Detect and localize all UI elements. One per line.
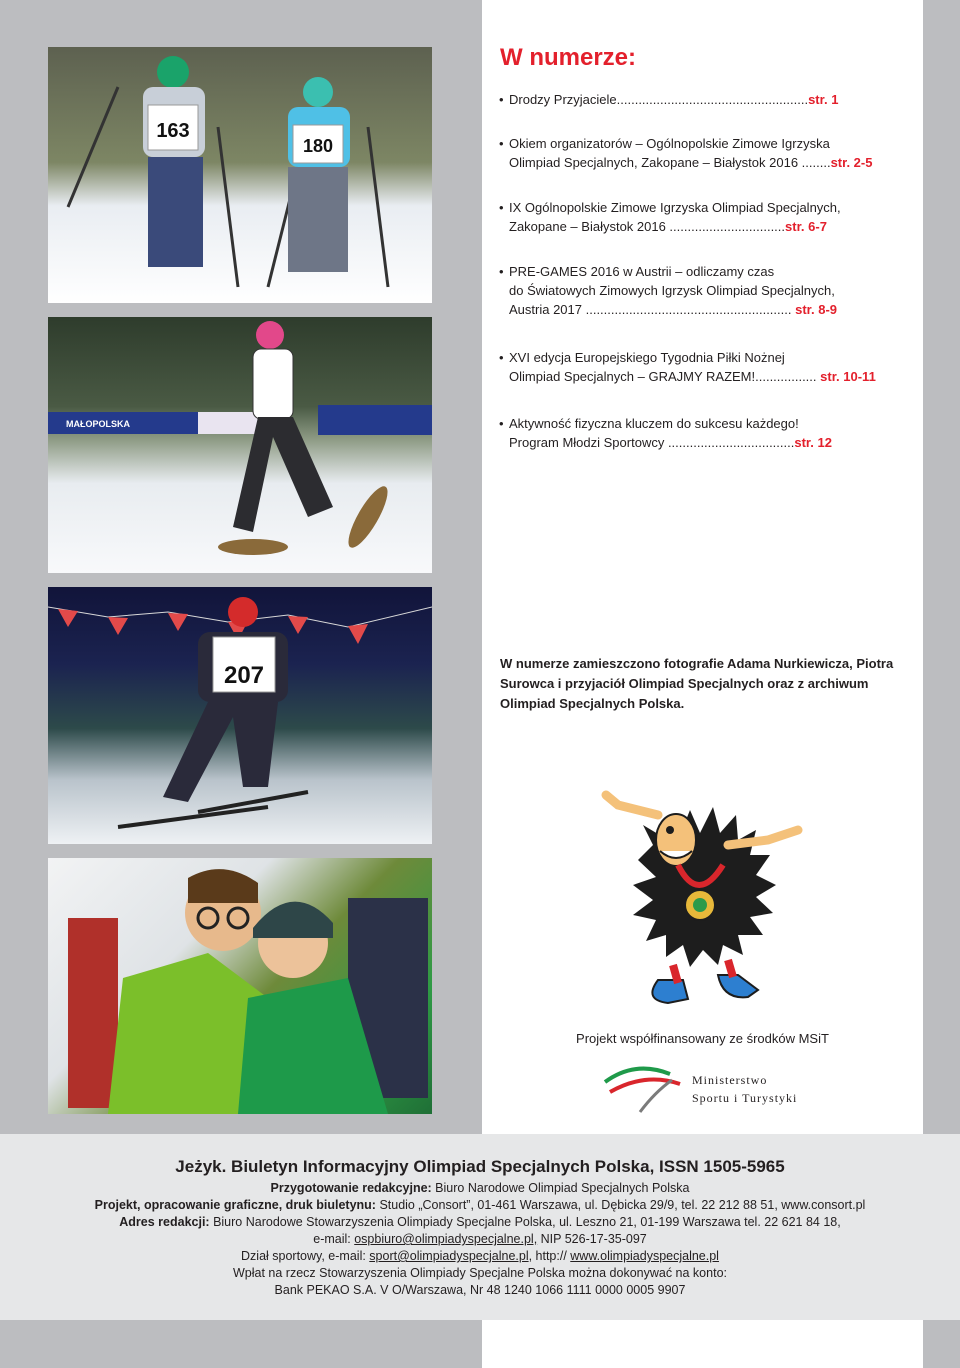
toc-item-text: IX Ogólnopolskie Zimowe Igrzyska Olimpiad Specjalnych, Zakopane – Białystok 2016 ................................ <box>509 200 841 234</box>
value: Studio „Consort”, 01-461 Warszawa, ul. Dębicka 29/9, tel. 22 212 88 51, www.consort.pl <box>375 1198 866 1212</box>
toc-item[interactable] <box>499 348 909 386</box>
bottom-white-strip <box>482 1320 923 1368</box>
toc-item-text: Okiem organizatorów – Ogólnopolskie Zimowe Igrzyska Olimpiad Specjalnych, Zakopane – Białystok 2016 ........ <box>509 136 831 170</box>
toc-item-text: XVI edycja Europejskiego Tygodnia Piłki Nożnej Olimpiad Specjalnych – GRAJMY RAZEM!................. <box>509 350 817 384</box>
bib-number-207: 207 <box>223 662 265 689</box>
ministry-logo-icon <box>600 1062 690 1117</box>
toc-item-text: Drodzy Przyjaciele..................................................... <box>509 92 809 107</box>
bullet: • <box>499 416 504 431</box>
bullet: • <box>499 350 504 365</box>
toc-item-page: str. 12 <box>794 435 832 450</box>
photo-downhill-skier <box>48 587 432 844</box>
label: Adres redakcji: <box>119 1215 210 1229</box>
banner-text: MAŁOPOLSKA <box>66 419 130 429</box>
ministry-line-1: Ministerstwo <box>692 1073 768 1087</box>
value: Biuro Narodowe Stowarzyszenia Olimpiady Specjalne Polska, ul. Leszno 21, 01-199 Warszawa tel. 22 621 84 18, <box>209 1215 841 1229</box>
toc-item-page: str. 2-5 <box>830 155 873 170</box>
toc-item[interactable] <box>499 414 909 452</box>
photo-snowshoe-runner <box>48 317 432 573</box>
toc-item[interactable] <box>499 262 909 319</box>
toc-item-page: str. 1 <box>808 92 839 107</box>
toc-item-page: str. 6-7 <box>785 219 827 234</box>
contact-email-line <box>0 1231 960 1248</box>
value: Biuro Narodowe Olimpiad Specjalnych Polska <box>431 1181 690 1195</box>
http-prefix: , http:// <box>528 1249 571 1263</box>
label: Przygotowanie redakcyjne: <box>270 1181 432 1195</box>
ministry-line-2: Sportu i Turystyki <box>692 1091 798 1105</box>
bib-number-163: 163 <box>156 120 190 142</box>
toc-item-text: PRE-GAMES 2016 w Austrii – odliczamy czas do Światowych Zimowych Igrzysk Olimpiad Specjalnych, Austria 2017 ......................................................... <box>509 264 835 317</box>
bank-account: Bank PEKAO S.A. V O/Warszawa, Nr 48 1240 1066 1111 0000 0005 9907 <box>274 1283 686 1297</box>
website-link[interactable]: www.olimpiadyspecjalne.pl <box>570 1249 719 1263</box>
bullet: • <box>499 200 504 215</box>
masthead-footer <box>0 1134 960 1320</box>
email-link[interactable]: ospbiuro@olimpiadyspecjalne.pl, <box>354 1232 538 1246</box>
sport-contact-line <box>0 1248 960 1265</box>
bullet: • <box>499 136 504 151</box>
bullet: • <box>499 92 504 107</box>
cofinancing-note: Projekt współfinansowany ze środków MSiT <box>576 1031 829 1046</box>
toc-item-page: str. 8-9 <box>795 302 838 317</box>
toc-item-text: Aktywność fizyczna kluczem do sukcesu każdego! Program Młodzi Sportowcy ................................... <box>509 416 799 450</box>
bib-number-180: 180 <box>302 136 334 156</box>
toc-item-page: str. 10-11 <box>820 369 876 384</box>
publication-title: Jeżyk. Biuletyn Informacyjny Olimpiad Specjalnych Polska, ISSN 1505-5965 <box>175 1157 785 1176</box>
email-prefix: e-mail: <box>313 1232 355 1246</box>
toc-item[interactable] <box>499 134 909 172</box>
photo-hugging-athletes <box>48 858 432 1114</box>
hedgehog-mascot-illustration <box>598 785 808 1020</box>
sport-email-link[interactable]: sport@olimpiadyspecjalne.pl <box>369 1249 529 1263</box>
page-title: W numerze: <box>500 44 637 71</box>
photo-credits: W numerze zamieszczono fotografie Adama Nurkiewicza, Piotra Surowca i przyjaciół Olimpiad Specjalnych oraz z archiwum Olimpiad Specjalnych Polska. <box>500 656 894 711</box>
sport-prefix: Dział sportowy, e-mail: <box>241 1249 370 1263</box>
payment-info: Wpłat na rzecz Stowarzyszenia Olimpiady Specjalne Polska można dokonywać na konto: <box>233 1266 727 1280</box>
ministry-name <box>692 1071 797 1107</box>
bullet: • <box>499 264 504 279</box>
editorial-prep <box>0 1180 960 1197</box>
nip: NIP 526-17-35-097 <box>537 1232 647 1246</box>
design-print-info <box>0 1197 960 1214</box>
toc-item[interactable] <box>499 198 909 236</box>
editorial-address <box>0 1214 960 1231</box>
photo-cross-country-skiers <box>48 47 432 303</box>
toc-item[interactable] <box>499 90 909 109</box>
label: Projekt, opracowanie graficzne, druk biuletynu: <box>94 1198 376 1212</box>
